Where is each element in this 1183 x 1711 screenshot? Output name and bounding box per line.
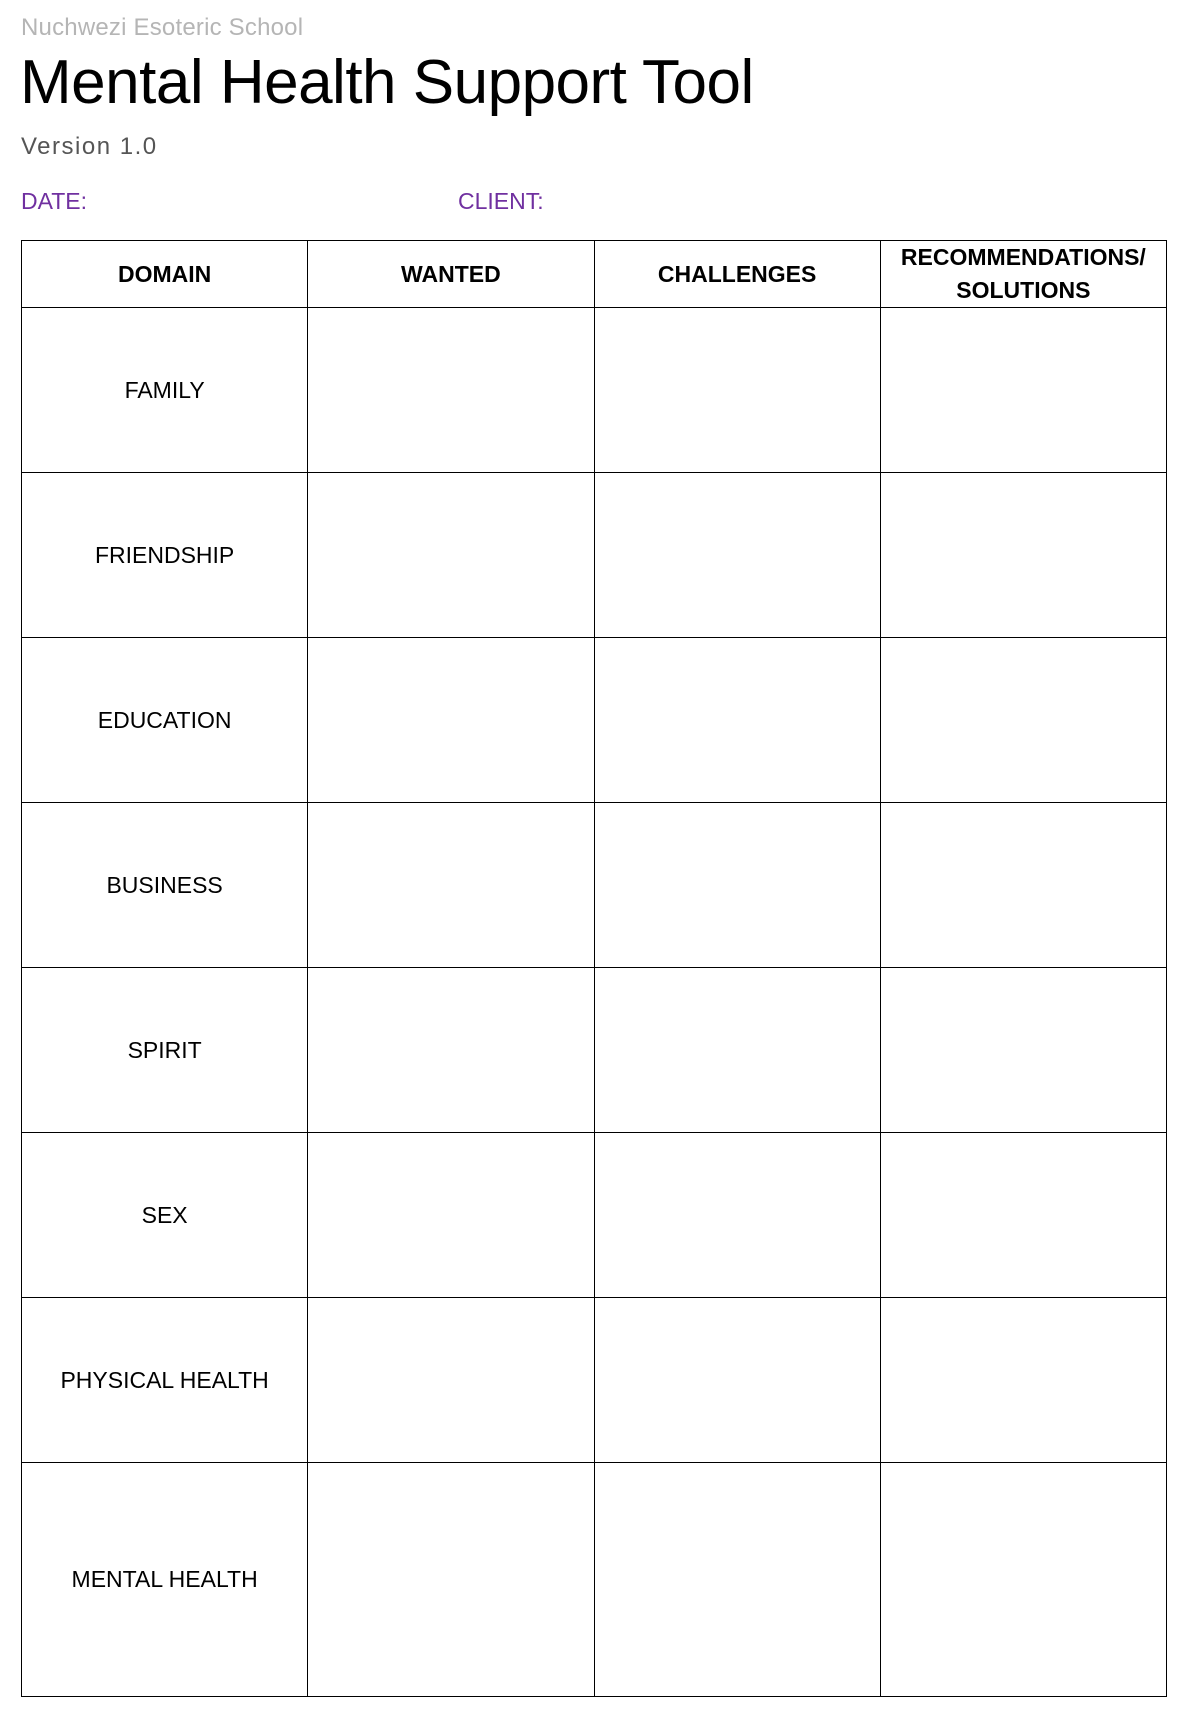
challenges-cell[interactable] <box>594 308 880 473</box>
table-row <box>22 1463 1167 1697</box>
domain-cell: FRIENDSHIP <box>22 473 308 638</box>
recommendations-cell[interactable] <box>880 968 1166 1133</box>
recommendations-cell[interactable] <box>880 1133 1166 1298</box>
domain-cell: MENTAL HEALTH <box>22 1463 308 1697</box>
wanted-cell[interactable] <box>308 1298 594 1463</box>
table-row <box>22 968 1167 1133</box>
table-row <box>22 803 1167 968</box>
version-label: Version 1.0 <box>21 133 158 160</box>
domain-cell: FAMILY <box>22 308 308 473</box>
organization-name: Nuchwezi Esoteric School <box>21 14 304 41</box>
recommendations-cell[interactable] <box>880 473 1166 638</box>
domain-cell: SEX <box>22 1133 308 1298</box>
table-row <box>22 1298 1167 1463</box>
wanted-cell[interactable] <box>308 1133 594 1298</box>
table-header-row <box>22 241 1167 308</box>
table-row <box>22 638 1167 803</box>
wanted-cell[interactable] <box>308 803 594 968</box>
challenges-cell[interactable] <box>594 968 880 1133</box>
domain-cell: EDUCATION <box>22 638 308 803</box>
recommendations-cell[interactable] <box>880 1463 1166 1697</box>
recommendations-cell[interactable] <box>880 803 1166 968</box>
challenges-cell[interactable] <box>594 638 880 803</box>
table-row <box>22 1133 1167 1298</box>
recommendations-cell[interactable] <box>880 308 1166 473</box>
challenges-cell[interactable] <box>594 473 880 638</box>
column-header-domain: DOMAIN <box>22 241 308 308</box>
column-header-challenges: CHALLENGES <box>594 241 880 308</box>
column-header-wanted: WANTED <box>308 241 594 308</box>
table-row <box>22 308 1167 473</box>
wanted-cell[interactable] <box>308 1463 594 1697</box>
column-header-recommendations: RECOMMENDATIONS/ SOLUTIONS <box>880 241 1166 308</box>
client-label: CLIENT: <box>458 188 544 214</box>
wanted-cell[interactable] <box>308 308 594 473</box>
recommendations-cell[interactable] <box>880 638 1166 803</box>
challenges-cell[interactable] <box>594 1133 880 1298</box>
wanted-cell[interactable] <box>308 638 594 803</box>
page-title: Mental Health Support Tool <box>20 48 754 117</box>
challenges-cell[interactable] <box>594 1463 880 1697</box>
wanted-cell[interactable] <box>308 473 594 638</box>
domain-cell: SPIRIT <box>22 968 308 1133</box>
table-row <box>22 473 1167 638</box>
challenges-cell[interactable] <box>594 803 880 968</box>
recommendations-cell[interactable] <box>880 1298 1166 1463</box>
domain-cell: PHYSICAL HEALTH <box>22 1298 308 1463</box>
wanted-cell[interactable] <box>308 968 594 1133</box>
date-label: DATE: <box>21 188 88 214</box>
domain-cell: BUSINESS <box>22 803 308 968</box>
challenges-cell[interactable] <box>594 1298 880 1463</box>
support-table <box>21 240 1167 1697</box>
